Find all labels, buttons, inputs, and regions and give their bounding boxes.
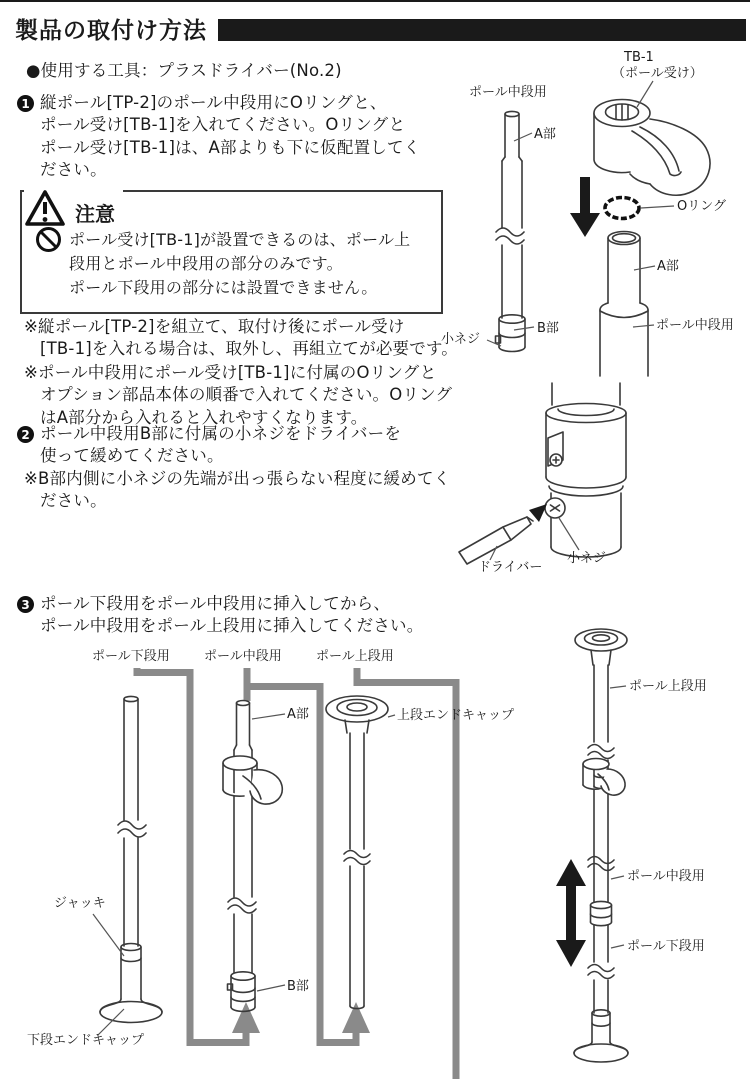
d1-a-part-label: A部 [534,127,556,142]
d3-b-part-label: B部 [287,979,309,994]
step1-text: 縦ポール[TP-2]のポール中段用にOリングと、 ポール受け[TB-1]を入れてください。Oリングと ポール受け[TB-1]は、A部よりも下に仮配置してく ださい。 [40,93,421,180]
step2-text: ポール中段用B部に付属の小ネジをドライバーを 使って緩めてください。 [40,424,402,466]
d1-tb1-sub-label: （ポール受け） [612,66,703,81]
title-bar [218,19,746,41]
d1-small-screw-label: 小ネジ [441,332,481,347]
d1-b-part-label: B部 [537,321,559,336]
d3-asm-middle-label: ポール中段用 [627,869,705,884]
d2-screwdriver [459,517,533,564]
note-oring-order: ※ポール中段用にポール受け[TB-1]に付属のOリングと オプション部品本体の順番で入れてください。Oリング はA部分から入れると入れやすくなります。 [24,363,453,427]
step1-number: 1 [21,96,30,111]
d1-receiving-tube [600,232,648,377]
o-ring-drawing [605,198,639,219]
d2-joint [545,383,626,557]
step3-text: ポール下段用をポール中段用に挿入してから、 ポール中段用をポール上段用に挿入してください。 [40,594,424,636]
page-top-rule [0,0,750,2]
d1-pole-mid-top-label: ポール中段用 [469,85,547,100]
d1-a-part-tube-label: A部 [657,259,679,274]
d3-assembled-pole [574,629,628,1062]
page-title: 製品の取付け方法 [15,18,207,44]
d3-pole-upper-label: ポール上段用 [316,649,394,664]
d1-tb1-label: TB-1 [624,50,654,65]
note-reassembly: ※縦ポール[TP-2]を組立て、取付け後にポール受け [TB-1]を入れる場合は、取外し、再組立てが必要です。 [24,317,459,359]
caution-text: ポール受け[TB-1]が設置できるのは、ポール上 段用とポール中段用の部分のみです。 ポール下段用の部分には設置できません。 [69,230,411,297]
d3-pole-middle-label: ポール中段用 [204,649,282,664]
caution-title: 注意 [75,202,115,226]
d3-lower-pole [100,696,162,1022]
d3-lower-endcap-label: 下段エンドキャップ [27,1033,145,1048]
d3-upper-endcap-label: 上段エンドキャップ [397,708,515,723]
d2-small-screw-label: 小ネジ [567,551,607,566]
step2-marker [17,426,34,443]
tools-line: ●使用する工具：プラスドライバー(No.2) [26,61,342,80]
d3-asm-upper-label: ポール上段用 [629,679,707,694]
d1-middle-pole [496,111,526,351]
flow-path-lines [137,668,456,1079]
step2-number: 2 [21,427,30,442]
warning-triangle-icon [24,188,66,228]
d1-o-ring-label: Oリング [677,199,726,214]
d3-pole-lower-label: ポール下段用 [92,649,170,664]
prohibition-icon [35,226,62,253]
note-screw-tip: ※B部内側に小ネジの先端が出っ張らない程度に緩めてく ださい。 [24,469,451,511]
d3-a-part-label: A部 [287,707,309,722]
caution-heading [24,186,123,228]
d3-middle-pole [223,701,282,1012]
d2-screwdriver-label: ドライバー [478,560,543,575]
d3-asm-lower-label: ポール下段用 [627,939,705,954]
step3-number: 3 [21,597,30,612]
d3-upper-pole [326,696,388,1009]
d1-tb1-part [594,100,710,196]
d1-pole-mid-bottom-label: ポール中段用 [656,318,734,333]
step3-marker [17,596,34,613]
d3-jack-label: ジャッキ [54,896,106,911]
step1-marker [17,95,34,112]
